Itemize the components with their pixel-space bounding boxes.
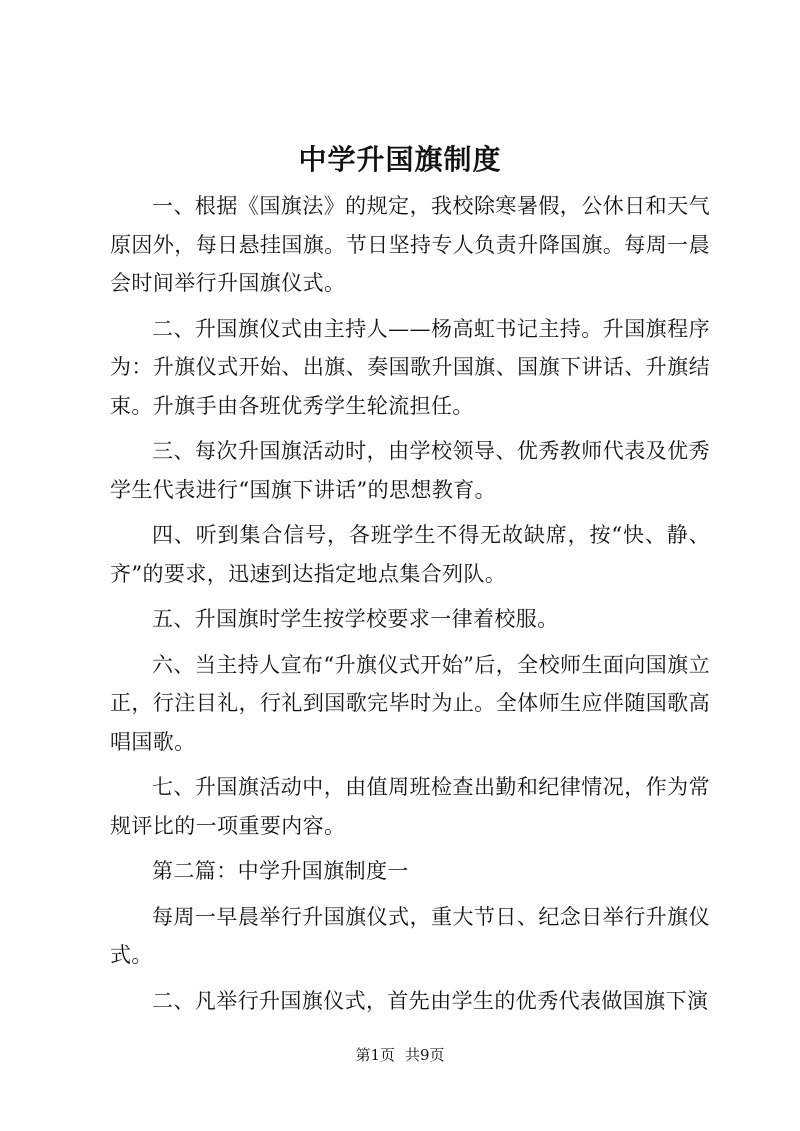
- paragraph-6: 六、当主持人宣布“升旗仪式开始”后，全校师生面向国旗立正，行注目礼，行礼到国歌完毕时为止。全体师生应伴随国歌高唱国歌。: [110, 652, 710, 754]
- section-heading: 第二篇：中学升国旗制度一: [152, 859, 409, 883]
- paragraph-2: 二、升国旗仪式由主持人——杨高虹书记主持。升国旗程序为：升旗仪式开始、出旗、奏国歌升国旗、国旗下讲话、升旗结束。升旗手由各班优秀学生轮流担任。: [110, 316, 710, 418]
- page-total: 共9页: [405, 1046, 445, 1064]
- document-body: [110, 187, 710, 1027]
- paragraph-3: 三、每次升国旗活动时，由学校领导、优秀教师代表及优秀学生代表进行“国旗下讲话”的思想教育。: [110, 439, 710, 502]
- paragraph-9: 二、凡举行升国旗仪式，首先由学生的优秀代表做国旗下演: [152, 988, 709, 1013]
- paragraph-7: 七、升国旗活动中，由值周班检查出勤和纪律情况，作为常规评比的一项重要内容。: [110, 775, 710, 838]
- page-footer: [0, 1044, 800, 1066]
- paragraph-5: 五、升国旗时学生按学校要求一律着校服。: [152, 607, 559, 631]
- page-number: 第1页: [355, 1046, 395, 1064]
- paragraph-4: 四、听到集合信号，各班学生不得无故缺席，按“快、静、齐”的要求，迅速到达指定地点集合列队。: [110, 523, 710, 586]
- paragraph-8: 每周一早晨举行升国旗仪式，重大节日、纪念日举行升旗仪式。: [110, 904, 710, 967]
- document-title: 中学升国旗制度: [298, 143, 502, 176]
- paragraph-1: 一、根据《国旗法》的规定，我校除寒暑假，公休日和天气原因外，每日悬挂国旗。节日坚持专人负责升降国旗。每周一晨会时间举行升国旗仪式。: [110, 194, 710, 295]
